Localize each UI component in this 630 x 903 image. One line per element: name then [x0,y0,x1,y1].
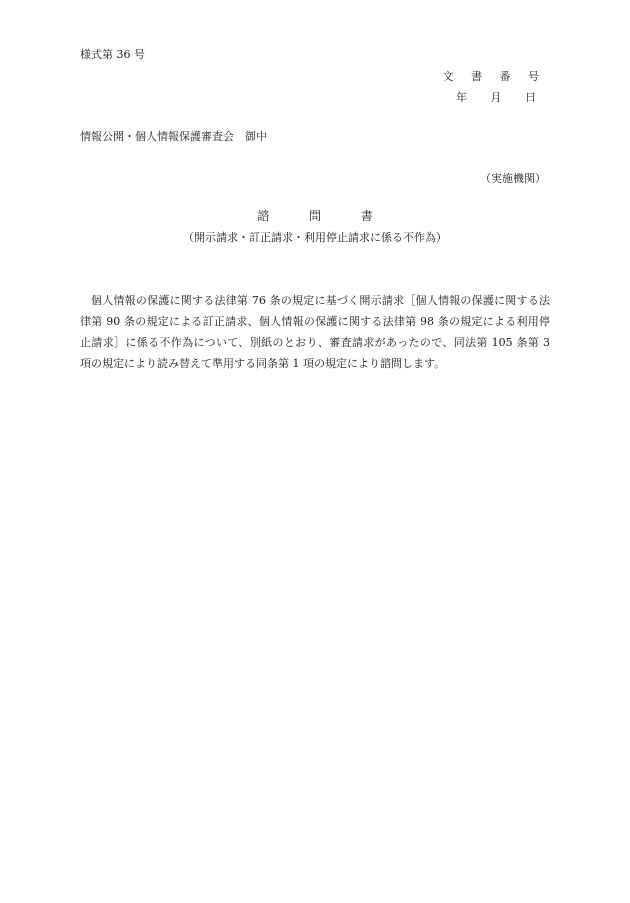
document-subtitle: （開示請求・訂正請求・利用停止請求に係る不作為） [183,231,447,244]
form-number: 様式第 36 号 [80,48,145,61]
document-title: 諮 問 書 [257,209,391,223]
implementing-agency: （実施機関） [480,172,546,185]
document-date: 年 月 日 [456,91,546,104]
document-number: 文 書 番 号 [442,70,546,83]
addressee: 情報公開・個人情報保護審査会 御中 [80,130,267,143]
body-paragraph: 個人情報の保護に関する法律第 76 条の規定に基づく開示請求［個人情報の保護に関する法律第 90 条の規定による訂正請求、個人情報の保護に関する法律第 98 条の規定による利用停止請求］に係る不作為について、別紙のとおり、審査請求があったので、同法第 105 条第 3 項の規定により読み替えて準用する同条第 1 項の規定により諮問します。 [80,294,550,370]
